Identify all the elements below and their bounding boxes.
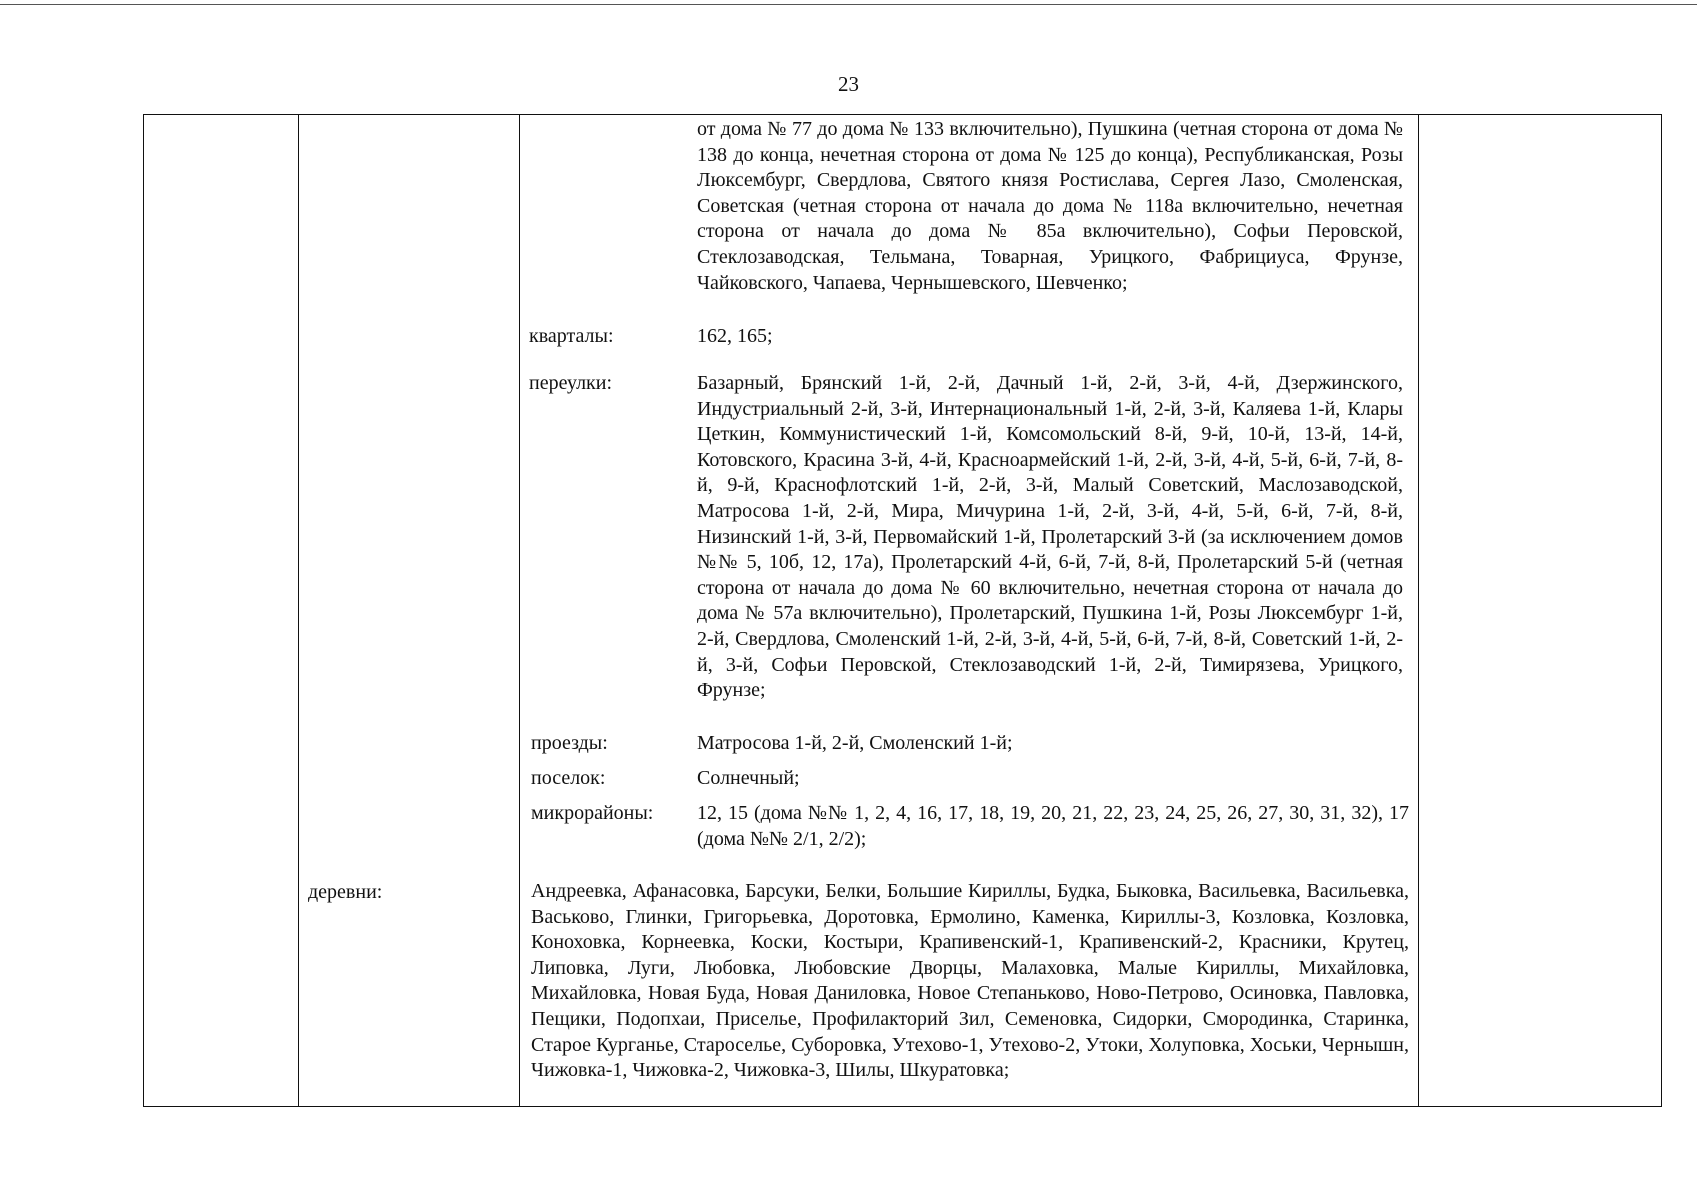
row-value-villages: Андреевка, Афанасовка, Барсуки, Белки, Большие Кириллы, Будка, Быковка, Васильевка, Васильевка, Васьково, Глинки, Григорьевка, Доротовка, Ермолино, Каменка, Кириллы-3, Козловка, Козловка, Коноховка, Корнеевка, Коски, Костыри, Крапивенский-1, Крапивенский-2, Красники, Крутец, Липовка, Луги, Любовка, Любовские Дворцы, Малаховка, Малые Кириллы, Михайловка, Михайловка, Новая Буда, Новая Даниловка, Новое Степаньково, Ново-Петрово, Осиновка, Павловка, Пещики, Подопхаи, Приселье, Профилакторий Зил, Семеновка, Сидорки, Смородинка, Старинка, Старое Курганье, Староселье, Суборовка, Утехово-1, Утехово-2, Утоки, Холуповка, Хоськи, Чернышн, Чижовка-1, Чижовка-2, Чижовка-3, Шилы, Шкуратовка; — [531, 880, 1409, 1082]
top-border-line — [0, 4, 1697, 5]
row-label-villages: деревни: — [308, 881, 383, 903]
row-value-quarters: 162, 165; — [697, 325, 773, 347]
row-value-microdistricts: 12, 15 (дома №№ 1, 2, 4, 16, 17, 18, 19, 20, 21, 22, 23, 24, 25, 26, 27, 30, 31, 32), 17 (дома №№ 2/1, 2/2); — [697, 802, 1409, 850]
row-label-microdistricts: микрорайоны: — [531, 802, 654, 824]
row-value-lanes: Базарный, Брянский 1-й, 2-й, Дачный 1-й, 2-й, 3-й, 4-й, Дзержинского, Индустриальный 2-й, 3-й, Интернациональный 1-й, 2-й, 3-й, Каляева 1-й, Клары Цеткин, Коммунистический 1-й, Комсомольский 8-й, 9-й, 10-й, 13-й, 14-й, Котовского, Красина 3-й, 4-й, Красноармейский 1-й, 2-й, 3-й, 4-й, 5-й, 6-й, 7-й, 8-й, 9-й, Краснофлотский 1-й, 2-й, 3-й, Малый Советский, Маслозаводской, Матросова 1-й, 2-й, Мира, Мичурина 1-й, 2-й, 3-й, 4-й, 5-й, 6-й, 7-й, 8-й, Низинский 1-й, 3-й, Первомайский 1-й, Пролетарский 3-й (за исключением домов №№ 5, 10б, 12, 17а), Пролетарский 4-й, 6-й, 7-й, 8-й, Пролетарский 5-й (четная сторона от начала до дома № 60 включительно, нечетная сторона от начала до дома № 57а включительно), Пролетарский, Пушкина 1-й, Розы Люксембург 1-й, 2-й, Свердлова, Смоленский 1-й, 2-й, 3-й, 4-й, 5-й, 6-й, 7-й, 8-й, Советский 1-й, 2-й, 3-й, Софьи Перовской, Стеклозаводский 1-й, 2-й, Тимирязева, Урицкого, Фрунзе; — [697, 372, 1403, 702]
row-value-passages: Матросова 1-й, 2-й, Смоленский 1-й; — [697, 732, 1013, 754]
row-label-passages: проезды: — [531, 732, 608, 754]
column-divider-2 — [519, 115, 520, 1106]
row-value-settlement: Солнечный; — [697, 767, 800, 789]
row-label-quarters: кварталы: — [529, 325, 614, 347]
page-number: 23 — [838, 72, 859, 96]
row-label-lanes: переулки: — [529, 372, 613, 394]
row-label-settlement: поселок: — [531, 767, 606, 789]
scan-artifact-mark — [1655, 430, 1683, 740]
streets-continuation-text: от дома № 77 до дома № 133 включительно), Пушкина (четная сторона от дома № 138 до конца, нечетная сторона от дома № 125 до конца), Республиканская, Розы Люксембург, Свердлова, Святого князя Ростислава, Сергея Лазо, Смоленская, Советская (четная сторона от начала до дома № 118а включительно, нечетная сторона от начала до дома № 85а включительно), Софьи Перовской, Стеклозаводская, Тельмана, Товарная, Урицкого, Фабрициуса, Фрунзе, Чайковского, Чапаева, Чернышевского, Шевченко; — [697, 118, 1403, 294]
column-divider-1 — [298, 115, 299, 1106]
column-divider-3 — [1418, 115, 1419, 1106]
